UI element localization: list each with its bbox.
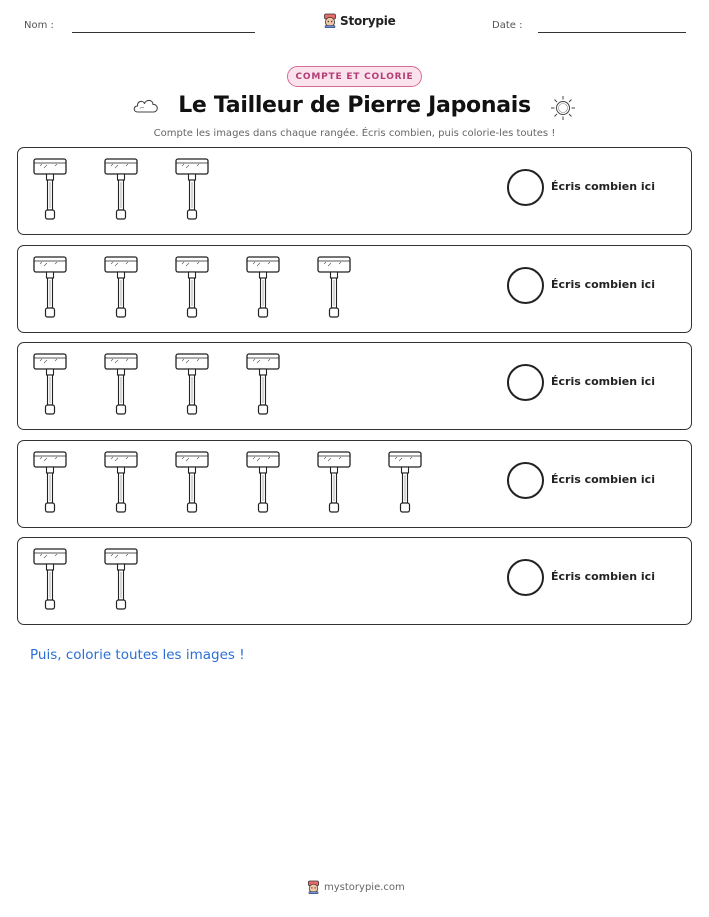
hammer-icon (385, 449, 425, 515)
hammer-icon (101, 546, 141, 612)
hammer-icon (172, 449, 212, 515)
coloring-instruction: Puis, colorie toutes les images ! (30, 647, 245, 663)
hammer-icon (314, 449, 354, 515)
hammer-icon (172, 254, 212, 320)
answer-circle[interactable] (507, 267, 544, 304)
date-label: Date : (492, 20, 523, 31)
instructions: Compte les images dans chaque rangée. Écris combien, puis colorie-les toutes ! (153, 128, 556, 139)
sun-icon (548, 94, 578, 122)
hammer-icon (30, 156, 70, 222)
hammer-icon (101, 351, 141, 417)
brand-name: Storypie (340, 13, 396, 28)
hammer-icon (30, 351, 70, 417)
activity-badge: COMPTE ET COLORIE (287, 66, 422, 87)
hammer-icon (101, 254, 141, 320)
hammer-icon (243, 254, 283, 320)
page-title: Le Tailleur de Pierre Japonais (178, 93, 531, 118)
site-footer (307, 880, 405, 894)
count-row-5 (17, 537, 692, 625)
count-row-1 (17, 147, 692, 235)
storypie-logo (323, 13, 396, 28)
hammer-icon (30, 254, 70, 320)
hammer-icon (243, 449, 283, 515)
answer-label: Écris combien ici (551, 473, 655, 486)
site-url: mystorypie.com (324, 881, 405, 893)
hammer-icon (101, 156, 141, 222)
count-row-4 (17, 440, 692, 528)
answer-circle[interactable] (507, 462, 544, 499)
count-row-3 (17, 342, 692, 430)
storypie-mascot-icon (307, 880, 320, 894)
hammer-icon (243, 351, 283, 417)
hammer-icon (101, 449, 141, 515)
answer-label: Écris combien ici (551, 180, 655, 193)
answer-circle[interactable] (507, 364, 544, 401)
answer-label: Écris combien ici (551, 278, 655, 291)
hammer-icon (314, 254, 354, 320)
hammer-icon (30, 546, 70, 612)
name-label: Nom : (24, 20, 54, 31)
answer-circle[interactable] (507, 169, 544, 206)
hammer-icon (172, 351, 212, 417)
date-write-line[interactable] (538, 32, 686, 33)
answer-circle[interactable] (507, 559, 544, 596)
hammer-icon (30, 449, 70, 515)
storypie-mascot-icon (323, 13, 337, 28)
answer-label: Écris combien ici (551, 375, 655, 388)
hammer-icon (172, 156, 212, 222)
name-write-line[interactable] (72, 32, 255, 33)
count-row-2 (17, 245, 692, 333)
answer-label: Écris combien ici (551, 570, 655, 583)
